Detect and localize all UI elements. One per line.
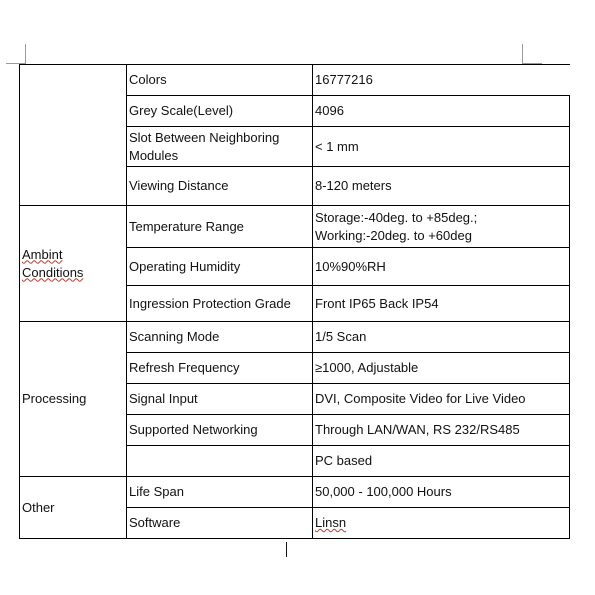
param-label: Grey Scale(Level)	[129, 103, 234, 118]
param-label: Software	[129, 515, 181, 530]
value-cell	[313, 415, 570, 446]
value-cell	[313, 127, 570, 167]
table-row	[20, 477, 570, 508]
param-value: Front IP65 Back IP54	[315, 295, 439, 311]
group-label-cell	[20, 322, 127, 477]
param-cell	[127, 477, 313, 508]
param-label: Scanning Mode	[129, 329, 220, 344]
param-value: 1/5 Scan	[315, 329, 367, 344]
param-value-line: Working:-20deg. to +60deg	[315, 227, 472, 243]
value-cell	[313, 65, 570, 96]
value-cell	[313, 96, 570, 127]
value-cell	[313, 477, 570, 508]
margin-mark-top-left-vertical	[25, 44, 26, 64]
value-cell	[313, 167, 570, 206]
param-label: Supported Networking	[129, 422, 258, 437]
value-cell	[313, 248, 570, 286]
param-value: 16777216	[315, 72, 373, 87]
param-label: Signal Input	[129, 391, 198, 406]
param-value: PC based	[315, 453, 373, 468]
param-cell	[127, 96, 313, 127]
param-value: 4096	[315, 103, 344, 118]
param-label: Operating Humidity	[129, 258, 241, 274]
param-cell	[127, 415, 313, 446]
group-label-cell	[20, 65, 127, 206]
param-cell	[127, 248, 313, 286]
param-label: Ingression Protection Grade	[129, 295, 291, 311]
param-label: Colors	[129, 72, 167, 87]
param-cell	[127, 353, 313, 384]
group-label-cell	[20, 477, 127, 539]
param-cell	[127, 322, 313, 353]
param-cell	[127, 384, 313, 415]
param-label: Viewing Distance	[129, 178, 229, 193]
param-value: 50,000 - 100,000 Hours	[315, 484, 452, 499]
param-cell	[127, 206, 313, 248]
table-row	[20, 65, 570, 96]
param-label: Slot Between Neighboring Modules	[129, 129, 280, 163]
specifications-table	[19, 64, 570, 539]
group-label: Ambint Conditions	[22, 246, 84, 280]
param-value: DVI, Composite Video for Live Video	[315, 391, 526, 406]
param-cell	[127, 127, 313, 167]
value-cell	[313, 446, 570, 477]
param-label: Refresh Frequency	[129, 360, 240, 375]
value-cell	[313, 286, 570, 322]
value-cell	[313, 206, 570, 248]
group-label: Other	[22, 499, 55, 515]
param-cell	[127, 446, 313, 477]
value-cell	[313, 322, 570, 353]
param-value: < 1 mm	[315, 138, 359, 154]
table-row	[20, 322, 570, 353]
group-label: Processing	[22, 391, 87, 406]
param-value: ≥1000, Adjustable	[315, 360, 419, 375]
param-cell	[127, 65, 313, 96]
margin-mark-top-right-vertical	[522, 44, 523, 64]
param-value: 10%90%RH	[315, 258, 386, 274]
param-value: Linsn	[315, 515, 347, 530]
value-cell	[313, 353, 570, 384]
param-cell	[127, 167, 313, 206]
param-value: 8-120 meters	[315, 178, 392, 193]
param-value-line: Storage:-40deg. to +85deg.;	[315, 209, 478, 225]
value-cell	[313, 508, 570, 539]
text-cursor	[286, 542, 287, 557]
param-label: Life Span	[129, 484, 184, 499]
param-cell	[127, 286, 313, 322]
value-cell	[313, 384, 570, 415]
param-value: Through LAN/WAN, RS 232/RS485	[315, 422, 520, 437]
group-label-cell	[20, 206, 127, 322]
param-cell	[127, 508, 313, 539]
param-label: Temperature Range	[129, 218, 244, 234]
table-row	[20, 206, 570, 248]
